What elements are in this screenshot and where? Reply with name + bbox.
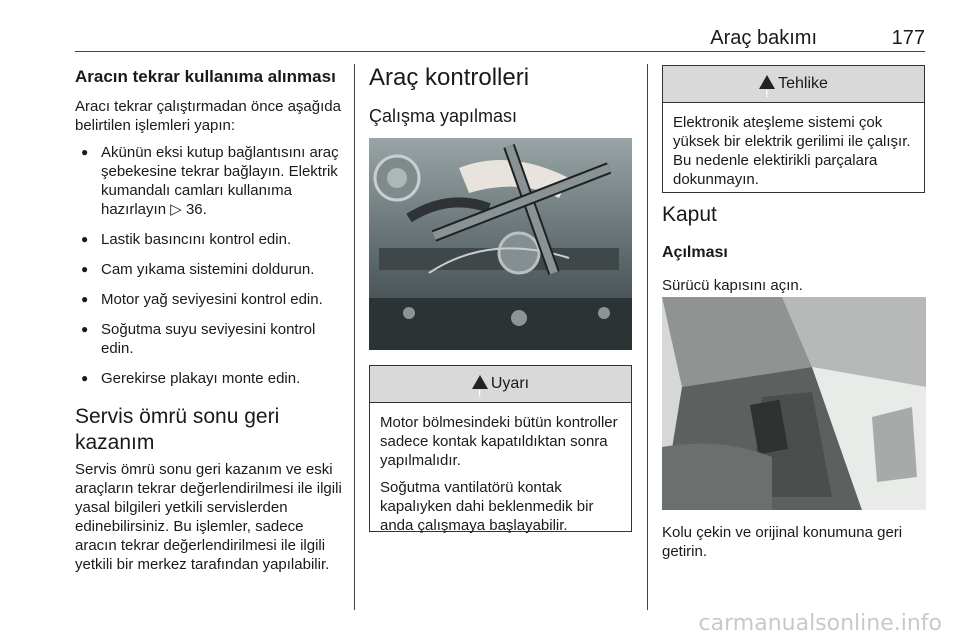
list-item: ● Motor yağ seviyesini kontrol edin. [75,290,343,309]
warning-body [370,403,631,549]
list-item: ● Soğutma suyu seviyesini kontrol edin. [75,320,343,358]
arrow-ref-icon: ▷ [170,201,182,218]
section-intro: Aracı tekrar çalıştırmadan önce aşağıda belirtilen işlemleri yapın: [75,98,341,134]
subsection-title-working: Çalışma yapılması [369,106,518,126]
page-ref: 36. [185,201,207,218]
danger-body [663,103,924,203]
list-item-text: Akünün eksi kutup bağlantısını araç şebekesine tekrar bağlayın. Elektrik kumandalı camları kullanıma hazırlayın [101,144,339,218]
section-title-vehicle-checks: Araç kontrolleri [369,64,530,91]
middle-column [369,64,631,127]
section-title-hood: Kaput [662,203,717,226]
page-number: 177 [891,27,925,49]
warning-text: Soğutma vantilatörü kontak kapalıyken dahi beklenmedik bir anda çalışmaya başlayabilir. [380,479,594,534]
page-header [75,26,925,52]
list-item: ● Cam yıkama sistemini doldurun. [75,260,343,279]
danger-icon [759,75,775,89]
list-item: ● Lastik basıncını kontrol edin. [75,230,343,249]
danger-header [663,66,924,103]
step-text: Kolu çekin ve orijinal konumuna geri getirin. [662,524,903,560]
section-text-recycling: Servis ömrü sonu geri kazanım ve eski araçların tekrar değerlendirilmesi ile ilgili yasal bilgileri yetkili servislerden edinebilirsiniz. Bu işlemler, sadece aracın tekrar değerlendirilmesi ile ilgili yetkili bir merkez tarafından yapılabilir. [75,461,342,573]
column-divider [354,64,355,610]
header-title: Araç bakımı [710,27,817,49]
warning-icon [472,375,488,389]
engine-bay-illustration [369,138,632,350]
engine-bay-image [369,138,632,350]
left-column [75,64,343,574]
danger-label: Tehlike [778,75,828,92]
watermark: carmanualsonline.info [698,611,942,636]
danger-text: Elektronik ateşleme sistemi çok yüksek bir elektrik gerilimi ile çalışır. Bu nedenle elektirikli parçalara dokunmayın. [673,114,911,188]
header-rule [75,51,925,52]
checklist [75,143,343,388]
hood-release-illustration [662,297,926,510]
right-column [662,202,926,295]
right-column-bottom [662,523,926,561]
list-item [75,143,343,219]
warning-box [369,365,632,532]
hood-release-image [662,297,926,510]
column-divider [647,64,648,610]
section-title-reuse: Aracın tekrar kullanıma alınması [75,67,336,86]
list-item: ● Gerekirse plakayı monte edin. [75,369,343,388]
danger-box [662,65,925,193]
step-text: Sürücü kapısını açın. [662,277,803,294]
subsection-title-opening: Açılması [662,244,728,261]
section-title-recycling: Servis ömrü sonu geri kazanım [75,405,280,454]
warning-text: Motor bölmesindeki bütün kontroller sadece kontak kapatıldıktan sonra yapılmalıdır. [380,414,618,469]
warning-header [370,366,631,403]
warning-label: Uyarı [490,375,530,392]
